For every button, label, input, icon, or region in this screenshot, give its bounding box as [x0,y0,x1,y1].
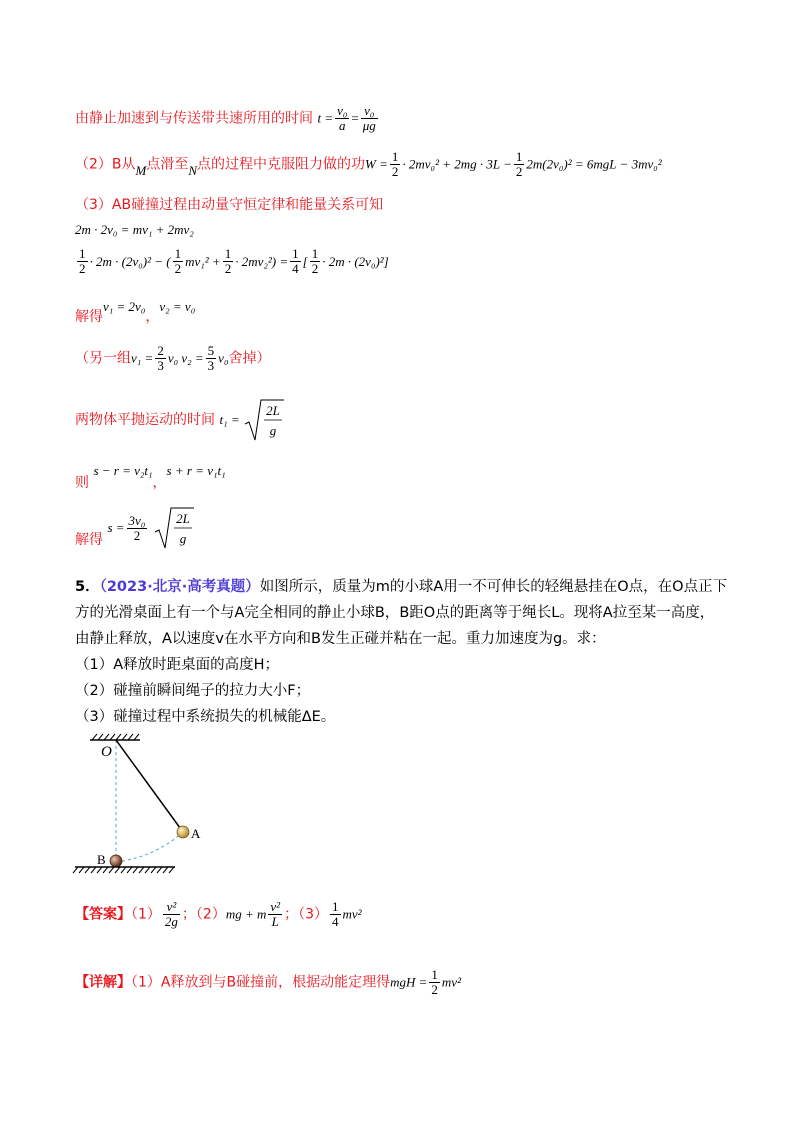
sqrt-icon [244,398,284,442]
label-B: B [97,852,106,867]
then-eq-2: s + r = v₁t₁ [166,463,226,478]
energy-frac-4: $\frac{1}{4}$ [292,246,299,276]
label-O: O [101,744,112,760]
energy-part-2: mv₁² + [185,254,221,269]
answer-1-frac: $\frac{\text{v²}}{2g}$ [164,899,178,929]
v2-alt: v₀ v₂ = [167,350,204,366]
ball-A [177,826,189,838]
alt-frac-2: $\frac{5}{3}$ [207,343,215,373]
t-equation-lhs: t = [317,110,334,126]
energy-part-4: [ [302,254,308,269]
question-source: （2023·北京·高考真题） [99,579,260,595]
work-text [75,150,662,179]
sqrt-den: g [269,423,277,438]
swing-arc [116,832,183,862]
v1-alt: v₁ = [131,350,154,366]
sqrt-icon-2 [154,506,194,550]
accel-time-text: 由静止加速到与传送带共速所用的时间 t = $\frac{\text{v₀}}{a}$ = $\frac{\text{v₀}}{\mu g}$ [75,103,376,133]
work-label-c: 点的过程中克服阻力做的功 [197,156,366,173]
s-lhs: s = [107,520,125,535]
solve-2-label: 解得 [75,532,103,548]
ceiling-hatch [92,734,139,740]
solve-1-label: 解得 [75,309,103,325]
answer-part-3: ；（3） [284,906,328,923]
work-label-a: （2）B从 [75,156,136,173]
energy-frac-2: $\frac{1}{2}$ [174,246,182,276]
accel-time-label: 由静止加速到与传送带共速所用的时间 [75,110,313,127]
question-text-1: 如图所示，质量为m的小球A用一不可伸长的轻绳悬挂在O点，在O点正下 [259,579,728,595]
flight-time [75,398,284,442]
question-line-1 [75,574,727,600]
solve-2 [75,506,194,550]
energy-part-3: · 2mv₂²) = [235,254,289,269]
alt-frac-1: $\frac{2}{3}$ [157,343,164,373]
sqrt-num-2: 2L [175,511,190,526]
string [116,740,183,832]
other-group-label: （另一组 [75,350,131,367]
energy-part-1: · 2m · (2v₀)² − ( [89,254,171,269]
sub-question-1: （1）A释放时距桌面的高度H； [75,657,280,673]
energy-part-5: · 2m · (2v₀)²] [322,254,389,269]
v1-solution: v₁ = 2v₀ [103,299,146,314]
detail-frac: $\frac{1}{2}$ [431,967,438,997]
sqrt-den-2: g [179,531,187,546]
energy-frac-5: $\frac{1}{2}$ [311,246,319,276]
energy-equation [75,247,389,276]
flight-time-label: 两物体平抛运动的时间 [75,412,215,428]
sub-question-2: （2）碰撞前瞬间绳子的拉力大小F； [75,683,311,699]
t-frac-2: $\frac{\text{v₀}}{\mu g}$ [362,103,376,133]
W-equation-mid: · 2mv₀² + 2mg · 3L − [402,156,512,172]
detail-eq-lhs: mgH = [390,974,428,990]
energy-frac-1: $\frac{1}{2}$ [79,246,86,276]
detail-tag: 【详解】 [75,974,131,991]
detail-text: （1）A释放到与B碰撞前，根据动能定理得 [131,974,391,991]
half-frac: $\frac{1}{2}$ [391,149,399,179]
energy-frac-3: $\frac{1}{2}$ [224,246,232,276]
v2-solution: v₂ = v₀ [159,299,196,314]
then-sep: ， [152,475,167,491]
pendulum-figure [70,732,220,877]
answer-tag: 【答案】 [75,906,131,923]
answer-2-prefix: mg + m [225,906,267,922]
label-A: A [191,826,201,841]
work-label-b: 点滑至 [146,156,189,173]
then-eq-1: s − r = v₂t₁ [93,463,153,478]
question-text-3: 由静止释放，A以速度v在水平方向和B发生正碰并粘在一起。重力加速度为g。求： [75,631,606,647]
answer-part-1: （1） [131,906,161,923]
answer-3-frac: $\frac{1}{4}$ [332,899,339,929]
point-M: M [135,162,147,178]
question-5 [75,574,727,730]
answer-2-frac: $\frac{\text{v²}}{L}$ [270,899,281,929]
other-group [75,344,270,373]
t-frac-1: $\frac{\text{v₀}}{a}$ [337,103,348,133]
momentum-intro: （3）AB碰撞过程由动量守恒定律和能量关系可知 [75,197,384,213]
other-group-end: 舍掉） [228,350,271,367]
detail-eq-post: mv² [441,974,461,990]
detail-line [75,968,461,997]
v0-alt: v₀ [218,350,229,366]
answer-line [75,900,362,929]
half-frac-2: $\frac{1}{2}$ [515,149,523,179]
point-N: N [188,162,198,178]
W-equation-lhs: W = [365,156,388,172]
question-text-2: 方的光滑桌面上有一个与A完全相同的静止小球B，B距O点的距离等于绳长L。现将A拉至某一高度， [75,605,715,621]
W-equation-rhs: 2m(2v₀)² = 6mgL − 3mv₀² [526,156,662,172]
question-number: 5． [75,579,100,595]
then-line [75,460,226,491]
t1-lhs: t₁ = [219,412,240,427]
momentum-equation: 2m · 2v₀ = mv₁ + 2mv₂ [75,222,194,237]
sqrt-num: 2L [266,403,280,418]
ball-B [110,855,122,867]
solve-1-sep: ， [145,309,160,325]
table-hatch [73,867,174,873]
s-frac: $\frac{\text{3v₀}}{2}$ [128,512,146,543]
answer-3-post: mv² [342,906,362,922]
then-label: 则 [75,475,89,491]
solve-1 [75,296,196,325]
answer-part-2: ；（2） [181,906,226,923]
sub-question-3: （3）碰撞过程中系统损失的机械能ΔE。 [75,709,336,725]
